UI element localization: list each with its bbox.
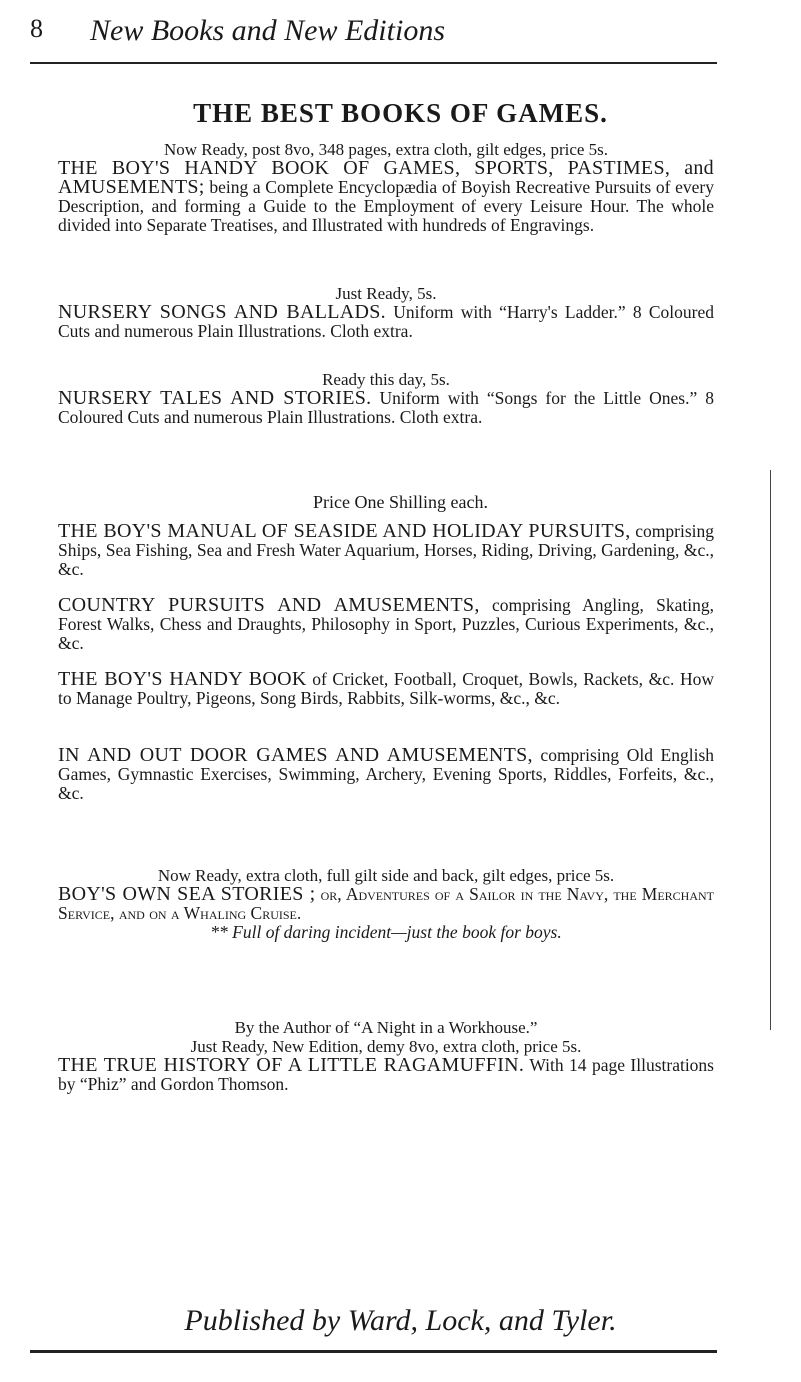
book-entry-in-and-out-door-games xyxy=(58,746,714,803)
book-entry-seaside-manual xyxy=(58,522,714,579)
book-subtitle: or, Adventures of a Sailor in the Navy, the Merchant Service, and on a Whaling Cruise. xyxy=(58,884,714,923)
book-title: BOY'S OWN SEA STORIES ; xyxy=(58,883,316,905)
book-description: comprising Old English Games, Gymnastic Exercises, Swimming, Archery, Evening Sports, Riddles, Forfeits, &c., &c. xyxy=(58,745,714,803)
book-entry-handy-book-of-games xyxy=(58,140,714,235)
book-price-line: Just Ready, 5s. xyxy=(335,284,437,303)
book-title: THE BOY'S MANUAL OF SEASIDE AND HOLIDAY PURSUITS, xyxy=(58,520,631,542)
book-title: NURSERY TALES AND STORIES. xyxy=(58,387,372,409)
book-title: COUNTRY PURSUITS AND AMUSEMENTS, xyxy=(58,594,480,616)
book-description: comprising Angling, Skating, Forest Walks, Chess and Draughts, Philosophy in Sport, Puzzles, Curious Experiments, &c., &c. xyxy=(58,595,714,653)
book-price-line: Ready this day, 5s. xyxy=(322,370,450,389)
book-description: comprising Ships, Sea Fishing, Sea and Fresh Water Aquarium, Horses, Riding, Driving, Gardening, &c., &c. xyxy=(58,521,715,579)
section-title: THE BEST BOOKS OF GAMES. xyxy=(193,98,608,128)
publisher-line: Published by Ward, Lock, and Tyler. xyxy=(184,1304,617,1337)
author-byline: By the Author of “A Night in a Workhouse.” xyxy=(234,1018,538,1037)
book-title: THE TRUE HISTORY OF A LITTLE RAGAMUFFIN. xyxy=(58,1054,525,1076)
book-description: of Cricket, Football, Croquet, Bowls, Rackets, &c. How to Manage Poultry, Pigeons, Song Birds, Rabbits, Silk-worms, &c., &c. xyxy=(58,669,715,708)
book-price-line: Now Ready, extra cloth, full gilt side and back, gilt edges, price 5s. xyxy=(157,866,615,885)
right-edge-line xyxy=(770,470,771,1030)
book-entry-nursery-songs xyxy=(58,284,714,341)
book-entry-little-ragamuffin xyxy=(58,1018,714,1094)
book-price-line: Just Ready, New Edition, demy 8vo, extra cloth, price 5s. xyxy=(190,1037,582,1056)
book-entry-sea-stories xyxy=(58,866,714,942)
top-rule xyxy=(30,62,717,64)
bottom-rule xyxy=(30,1350,717,1353)
book-title: THE BOY'S HANDY BOOK xyxy=(58,668,307,690)
book-description: being a Complete Encyclopædia of Boyish Recreative Pursuits of every Description, and forming a Guide to the Employment of every Leisure Hour. The whole divided into Separate Treatises, and Illustrated with hundreds of Engravings. xyxy=(58,177,715,235)
book-description: Uniform with “Harry's Ladder.” 8 Coloured Cuts and numerous Plain Illustrations. Cloth extra. xyxy=(58,302,714,341)
book-entry-boys-handy-book xyxy=(58,670,714,708)
running-head: New Books and New Editions xyxy=(90,14,445,47)
shilling-heading: Price One Shilling each. xyxy=(313,492,488,512)
book-title: NURSERY SONGS AND BALLADS. xyxy=(58,301,386,323)
book-title: IN AND OUT DOOR GAMES AND AMUSEMENTS, xyxy=(58,744,533,766)
book-title: THE BOY'S HANDY BOOK OF GAMES, SPORTS, PASTIMES, and AMUSEMENTS; xyxy=(58,157,714,198)
book-description: With 14 page Illustrations by “Phiz” and Gordon Thomson. xyxy=(58,1055,714,1094)
book-description: Uniform with “Songs for the Little Ones.” 8 Coloured Cuts and numerous Plain Illustrations. Cloth extra. xyxy=(58,388,715,427)
book-price-line: Now Ready, post 8vo, 348 pages, extra cloth, gilt edges, price 5s. xyxy=(163,140,609,159)
book-entry-nursery-tales xyxy=(58,370,714,427)
book-entry-country-pursuits xyxy=(58,596,714,653)
book-note: ** Full of daring incident—just the book for boys. xyxy=(210,922,562,942)
page-number: 8 xyxy=(30,14,43,43)
